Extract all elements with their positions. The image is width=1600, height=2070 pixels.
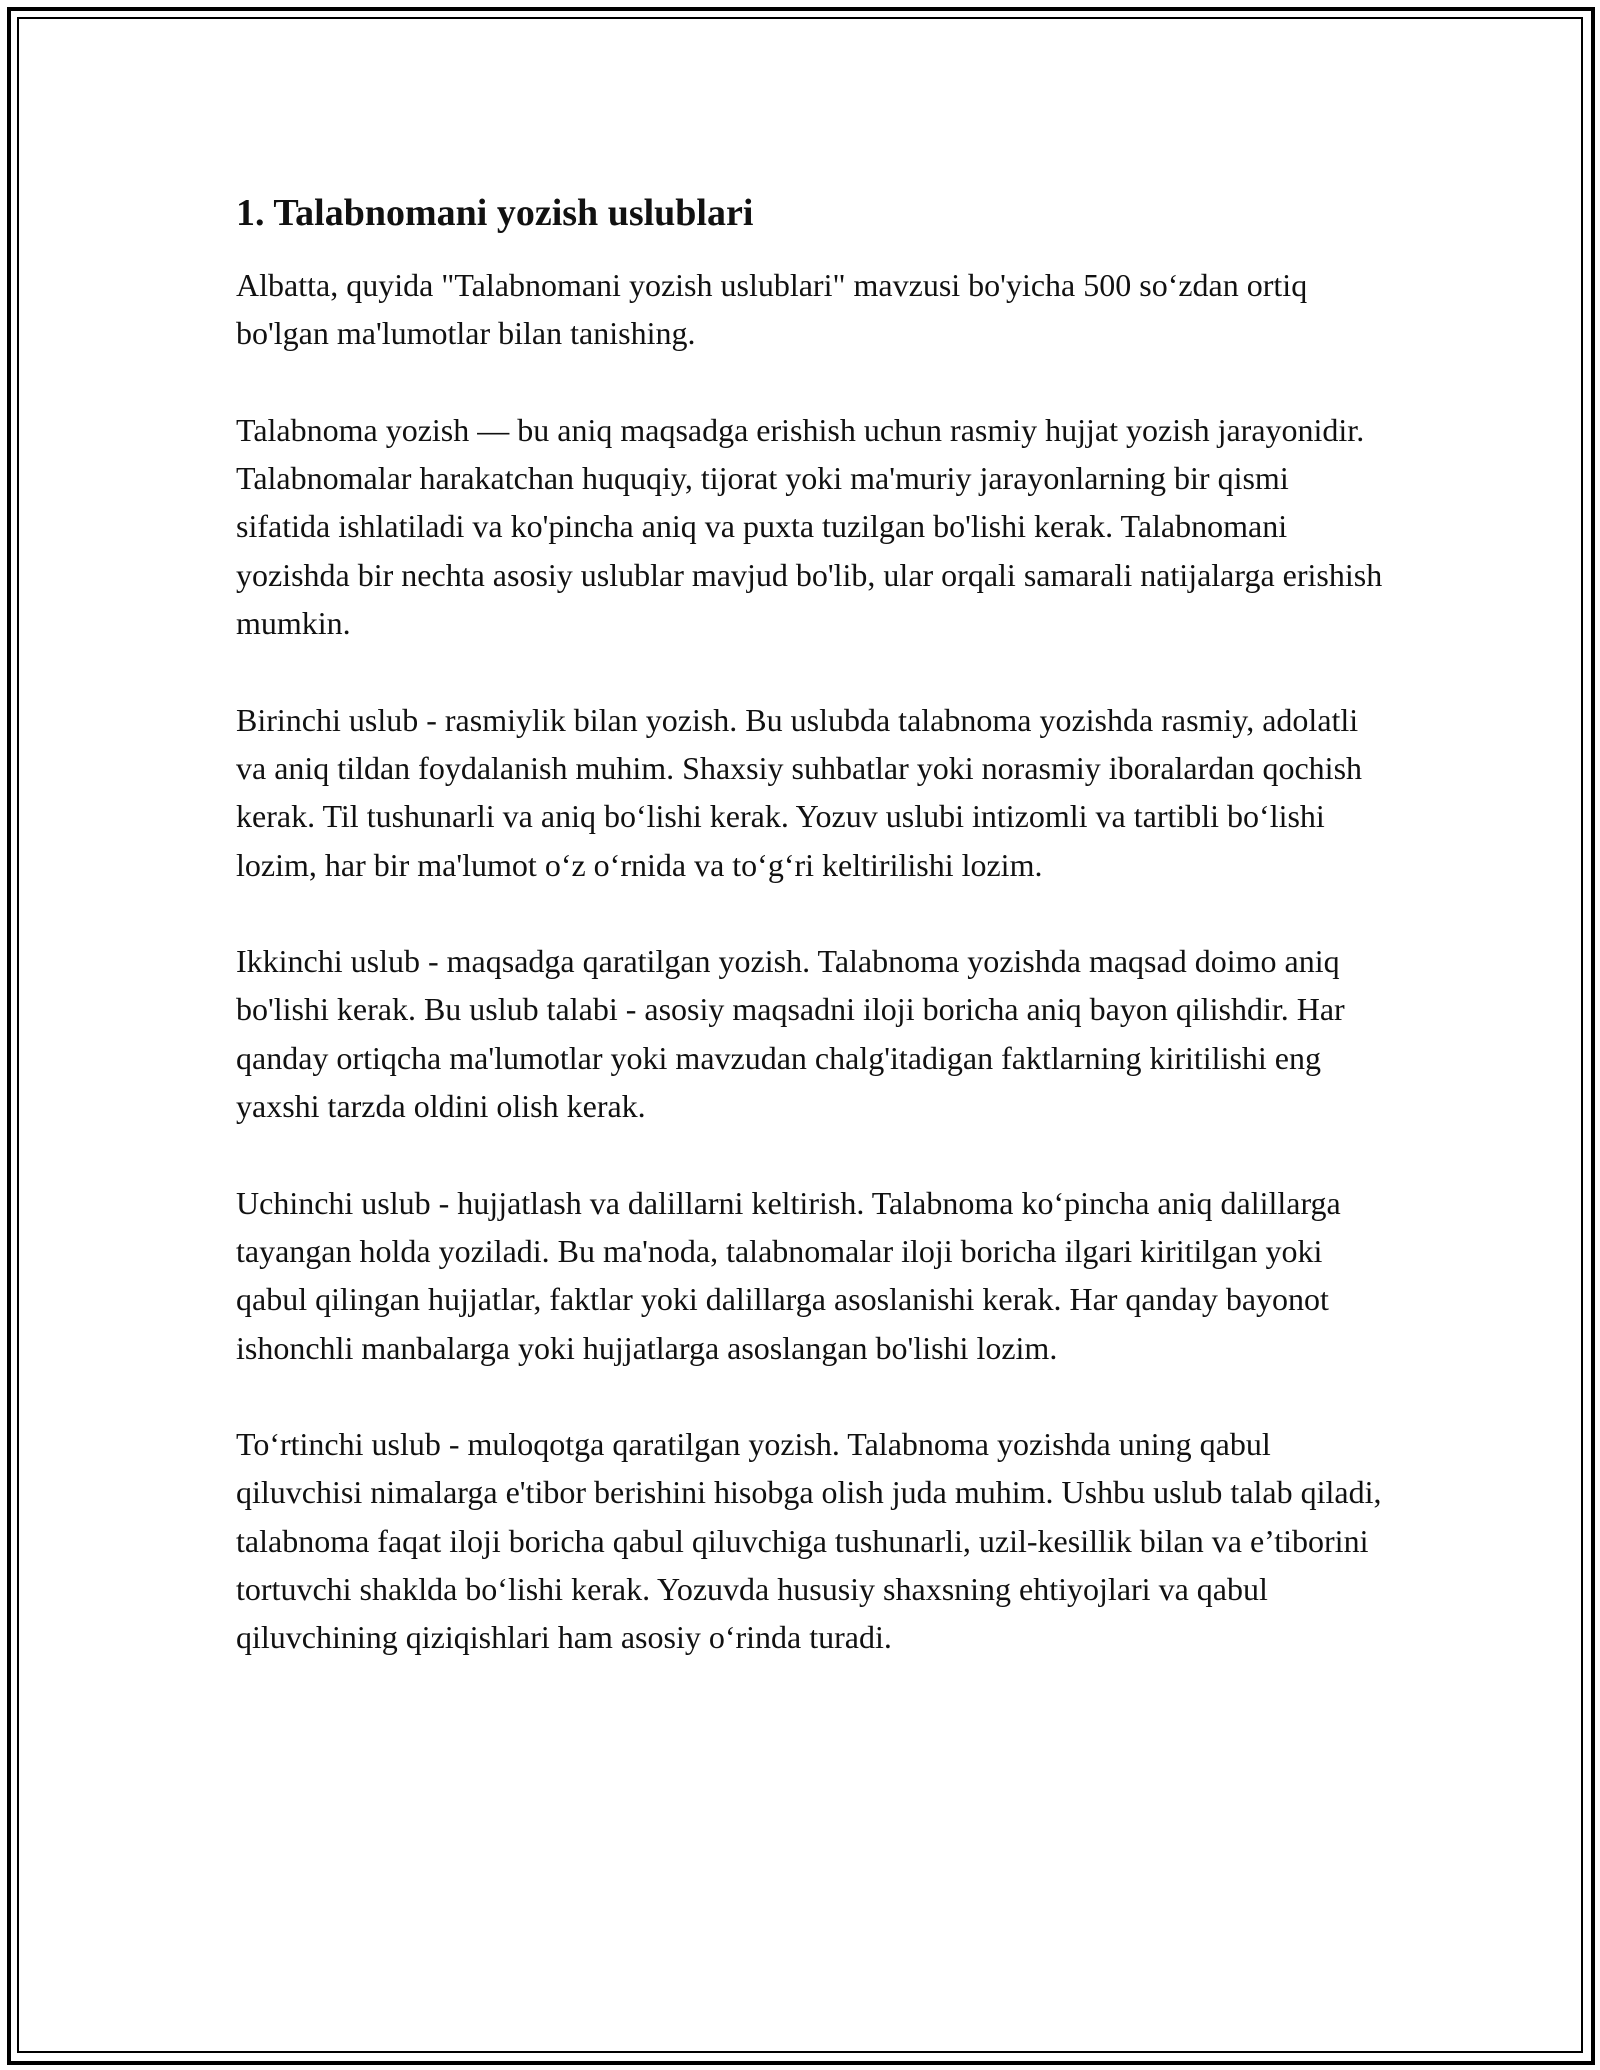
paragraph-intro: Albatta, quyida "Talabnomani yozish uslublari" mavzusi bo'yicha 500 so‘zdan ortiq bo'lgan ma'lumotlar bilan tanishing. [236, 267, 1308, 352]
paragraph-definition: Talabnoma yozish — bu aniq maqsadga erishish uchun rasmiy hujjat yozish jarayonidir. Talabnomalar harakatchan huquqiy, tijorat yoki ma'muriy jarayonlarning bir qismi sifatida ishlatiladi va ko'pincha aniq va puxta tuzilgan bo'lishi kerak. Talabnomani yozishda bir nechta asosiy uslublar mavjud bo'lib, ular orqali samarali natijalarga erishish mumkin. [236, 411, 1383, 642]
page-title: 1. Talabnomani yozish uslublari [236, 192, 754, 234]
paragraph-second-style: Ikkinchi uslub - maqsadga qaratilgan yozish. Talabnoma yozishda maqsad doimo aniq bo'lishi kerak. Bu uslub talabi - asosiy maqsadni iloji boricha aniq bayon qilishdir. Har qanday ortiqcha ma'lumotlar yoki mavzudan chalg'itadigan faktlarning kiritilishi eng yaxshi tarzda oldini olish kerak. [236, 943, 1345, 1125]
paragraph-fourth-style: To‘rtinchi uslub - muloqotga qaratilgan yozish. Talabnoma yozishda uning qabul qiluvchisi nimalarga e'tibor berishini hisobga olish juda muhim. Ushbu uslub talab qiladi, talabnoma faqat iloji boricha qabul qiluvchiga tushunarli, uzil-kesillik bilan va e’tiborini tortuvchi shaklda bo‘lishi kerak. Yozuvda hususiy shaxsning ehtiyojlari va qabul qiluvchining qiziqishlari ham asosiy o‘rinda turadi. [236, 1426, 1382, 1656]
document-body [236, 185, 1386, 1710]
paragraph-first-style: Birinchi uslub - rasmiylik bilan yozish. Bu uslubda talabnoma yozishda rasmiy, adolatli va aniq tildan foydalanish muhim. Shaxsiy suhbatlar yoki norasmiy iboralardan qochish kerak. Til tushunarli va aniq bo‘lishi kerak. Yozuv uslubi intizomli va tartibli bo‘lishi lozim, har bir ma'lumot o‘z o‘rnida va to‘g‘ri keltirilishi lozim. [236, 701, 1363, 883]
paragraph-third-style: Uchinchi uslub - hujjatlash va dalillarni keltirish. Talabnoma ko‘pincha aniq dalillarga tayangan holda yoziladi. Bu ma'noda, talabnomalar iloji boricha ilgari kiritilgan yoki qabul qilingan hujjatlar, faktlar yoki dalillarga asoslanishi kerak. Har qanday bayonot ishonchli manbalarga yoki hujjatlarga asoslangan bo'lishi lozim. [236, 1184, 1341, 1366]
